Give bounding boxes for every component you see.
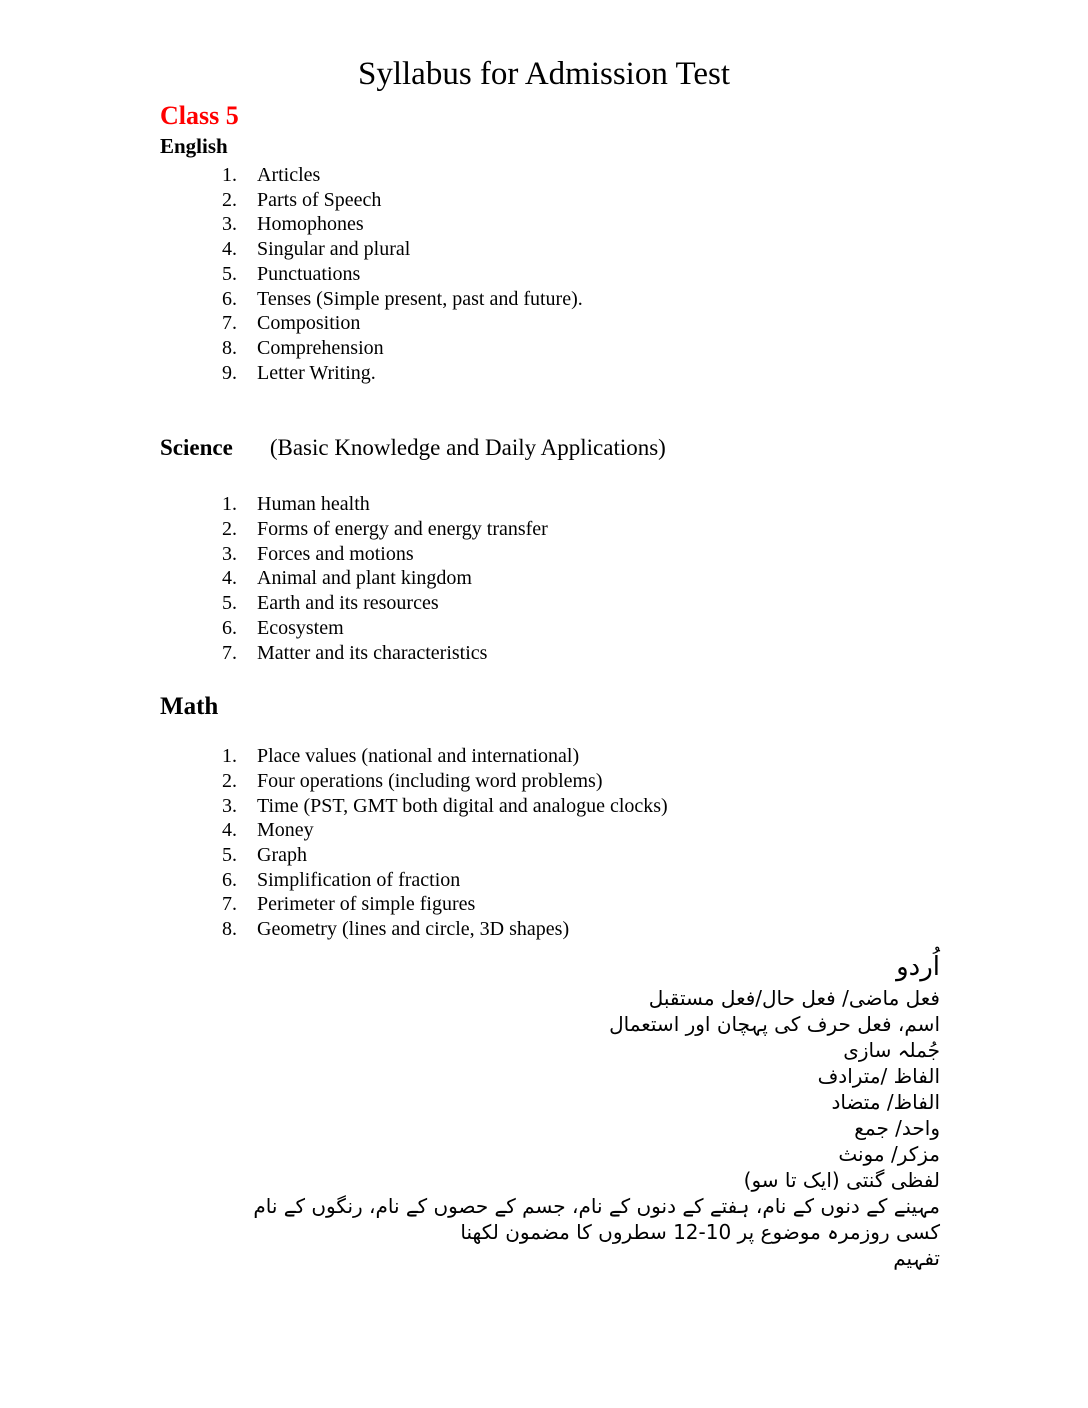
list-item [222, 262, 940, 287]
list-item-number: 6. [222, 868, 237, 891]
list-item-number: 4. [222, 567, 237, 590]
list-item-text: Singular and plural [257, 238, 411, 261]
list-item-text: Geometry (lines and circle, 3D shapes) [257, 918, 570, 941]
list-item-number: 2. [222, 518, 237, 541]
list-item-number: 2. [222, 769, 237, 792]
list-item [222, 769, 940, 794]
list-item-text: Punctuations [257, 262, 361, 285]
list-item-number: 3. [222, 794, 237, 817]
list-item [222, 641, 940, 666]
urdu-line: الفاظ/ متضاد [831, 1089, 940, 1114]
english-syllabus-list [160, 163, 940, 385]
list-item-text: Perimeter of simple figures [257, 893, 476, 916]
list-item-number: 8. [222, 336, 237, 359]
list-item [222, 336, 940, 361]
class-heading: Class 5 [160, 101, 239, 130]
list-item-text: Parts of Speech [257, 188, 382, 211]
list-item-text: Simplification of fraction [257, 868, 461, 891]
list-item-number: 3. [222, 213, 237, 236]
list-item [222, 794, 940, 819]
urdu-line: جُملہ سازی [843, 1037, 940, 1062]
list-item-number: 7. [222, 312, 237, 335]
list-item [222, 616, 940, 641]
list-item [222, 163, 940, 188]
list-item-text: Tenses (Simple present, past and future). [257, 287, 583, 310]
list-item-text: Matter and its characteristics [257, 641, 488, 664]
list-item-number: 9. [222, 361, 237, 384]
list-item-text: Letter Writing. [257, 361, 376, 384]
urdu-line: تفہیم [893, 1245, 940, 1270]
list-item [222, 287, 940, 312]
section-heading-math: Math [160, 693, 219, 721]
list-item-number: 7. [222, 641, 237, 664]
list-item-text: Money [257, 819, 314, 842]
list-item-text: Human health [257, 493, 370, 516]
list-item [222, 517, 940, 542]
list-item [222, 492, 940, 517]
list-item [222, 311, 940, 336]
list-item [222, 892, 940, 917]
urdu-line: مزکر/ مونث [838, 1141, 940, 1166]
list-item-text: Articles [257, 164, 321, 186]
section-science [160, 432, 940, 665]
list-item-text: Forms of energy and energy transfer [257, 518, 548, 541]
section-heading-english: English [160, 134, 228, 158]
list-item [222, 188, 940, 213]
list-item-number: 1. [222, 493, 237, 516]
list-item-number: 5. [222, 592, 237, 615]
urdu-line: مہینے کے دنوں کے نام، ہفتے کے دنوں کے نام، جسم کے حصوں کے نام، رنگوں کے نام [253, 1193, 940, 1218]
list-item [222, 591, 940, 616]
list-item-number: 5. [222, 262, 237, 285]
urdu-line: واحد/ جمع [854, 1115, 940, 1140]
list-item [222, 566, 940, 591]
list-item-number: 2. [222, 188, 237, 211]
list-item-number: 6. [222, 287, 237, 310]
list-item [222, 212, 940, 237]
list-item-text: Ecosystem [257, 616, 344, 639]
list-item [222, 744, 940, 769]
list-item-number: 4. [222, 819, 237, 842]
list-item [222, 361, 940, 386]
list-item-number: 4. [222, 238, 237, 261]
list-item-text: Comprehension [257, 336, 384, 359]
section-heading-science-text: Science [160, 435, 233, 461]
list-item-text: Place values (national and international) [257, 745, 580, 768]
urdu-line: اسم، فعل حرف کی پہچان اور استعمال [609, 1011, 940, 1036]
list-item-number: 7. [222, 893, 237, 916]
list-item [222, 237, 940, 262]
section-urdu [160, 949, 940, 1271]
list-item-text: Four operations (including word problems) [257, 769, 603, 792]
urdu-line: فعل ماضی/ فعل حال/فعل مستقبل [648, 985, 940, 1010]
list-item [222, 542, 940, 567]
document-content [160, 100, 940, 1271]
science-syllabus-list [160, 492, 940, 665]
page-title: Syllabus for Admission Test [357, 56, 731, 92]
list-item-number: 1. [222, 164, 237, 186]
list-item [222, 843, 940, 868]
section-english [160, 132, 940, 385]
list-item [222, 818, 940, 843]
list-item-text: Composition [257, 312, 361, 335]
urdu-line: الفاظ /مترادف [817, 1063, 940, 1088]
urdu-lines [160, 985, 940, 1271]
list-item [222, 917, 940, 942]
section-subtitle-science: (Basic Knowledge and Daily Applications) [269, 435, 666, 461]
list-item-text: Forces and motions [257, 542, 414, 565]
list-item-text: Graph [257, 844, 307, 867]
list-item-number: 1. [222, 745, 237, 768]
list-item-text: Time (PST, GMT both digital and analogue clocks) [257, 794, 668, 817]
list-item-number: 8. [222, 918, 237, 941]
list-item-number: 6. [222, 616, 237, 639]
list-item-number: 3. [222, 542, 237, 565]
section-heading-science [160, 432, 940, 464]
list-item-text: Earth and its resources [257, 592, 439, 615]
urdu-line: لفظی گنتی (ایک تا سو) [743, 1167, 940, 1192]
urdu-line: کسی روزمرہ موضوع پر 10-12 سطروں کا مضمون لکھنا [460, 1219, 940, 1244]
list-item-number: 5. [222, 844, 237, 867]
list-item-text: Homophones [257, 213, 364, 236]
list-item-text: Animal and plant kingdom [257, 567, 472, 590]
math-syllabus-list [160, 744, 940, 942]
section-math [160, 689, 940, 942]
list-item [222, 868, 940, 893]
urdu-heading: اُردو [896, 951, 940, 982]
